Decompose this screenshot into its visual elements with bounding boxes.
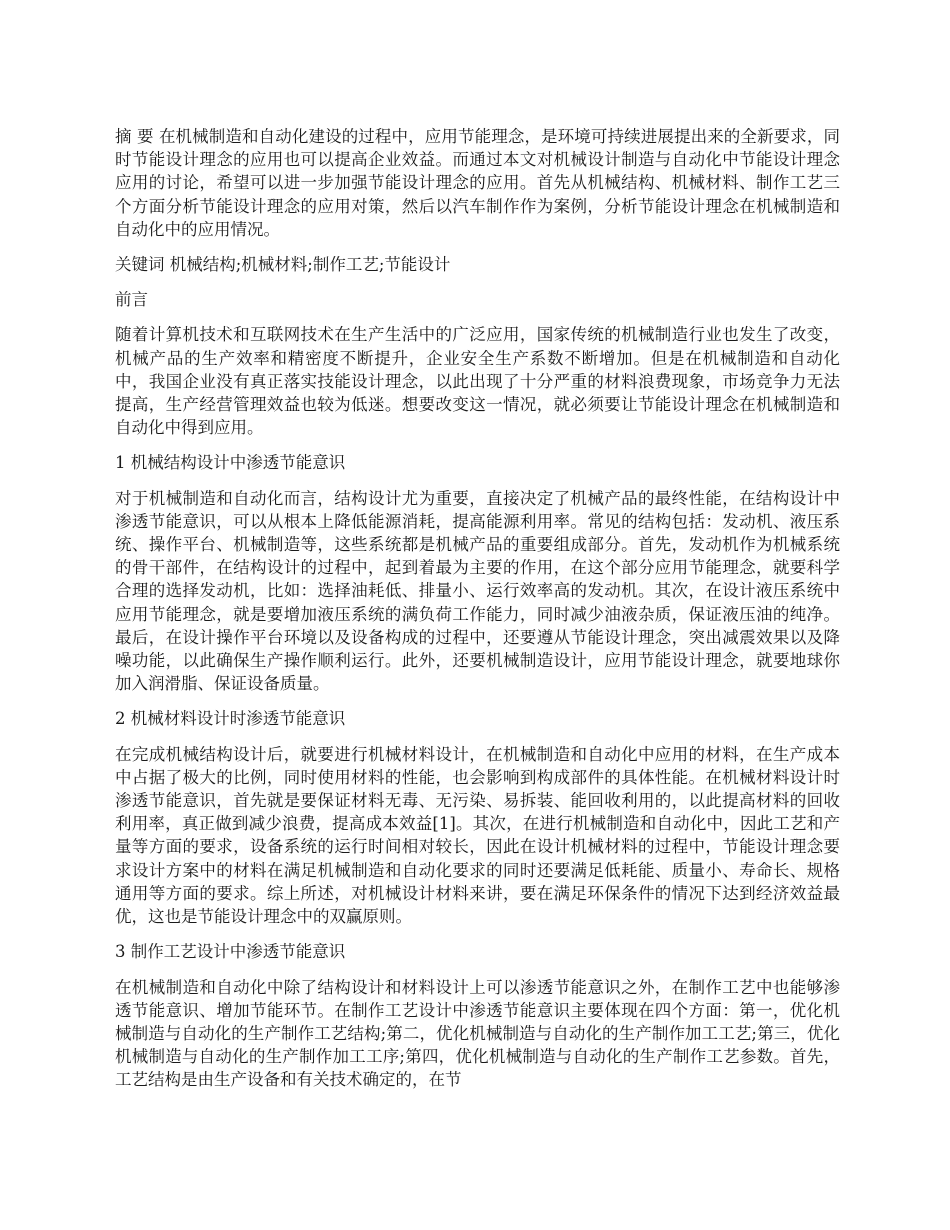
section-1-heading: 1 机械结构设计中渗透节能意识 — [115, 453, 346, 473]
section-2-heading: 2 机械材料设计时渗透节能意识 — [115, 709, 346, 729]
abstract-paragraph: 摘 要 在机械制造和自动化建设的过程中，应用节能理念，是环境可持续进展提出来的全新要求，同时节能设计理念的应用也可以提高企业效益。而通过本文对机械设计制造与自动化中节能设计理念应用的讨论，希望可以进一步加强节能设计理念的应用。首先从机械结构、机械材料、制作工艺三个方面分析节能设计理念的应用对策，然后以汽车制作作为案例，分析节能设计理念在机械制造和自动化中的应用情况。 — [115, 127, 840, 239]
keywords-line: 关键词 机械结构;机械材料;制作工艺;节能设计 — [115, 255, 451, 275]
section-3-paragraph: 在机械制造和自动化中除了结构设计和材料设计上可以渗透节能意识之外，在制作工艺中也能够渗透节能意识、增加节能环节。在制作工艺设计中渗透节能意识主要体现在四个方面：第一，优化机械制造与自动化的生产制作工艺结构;第二，优化机械制造与自动化的生产制作加工工艺;第三，优化机械制造与自动化的生产制作加工工序;第四，优化机械制造与自动化的生产制作工艺参数。首先，工艺结构是由生产设备和有关技术确定的，在节 — [115, 977, 840, 1090]
section-2-paragraph: 在完成机械结构设计后，就要进行机械材料设计，在机械制造和自动化中应用的材料，在生产成本中占据了极大的比例，同时使用材料的性能，也会影响到构成部件的具体性能。在机械材料设计时渗透节能意识，首先就是要保证材料无毒、无污染、易拆装、能回收利用的，以此提高材料的回收利用率，真正做到减少浪费，提高成本效益[1]。其次，在进行机械制造和自动化中，因此工艺和产量等方面的要求，设备系统的运行时间相对较长，因此在设计机械材料的过程中，节能设计理念要求设计方案中的材料在满足机械制造和自动化要求的同时还要满足低耗能、质量小、寿命长、规格通用等方面的要求。综上所述，对机械设计材料来讲，要在满足环保条件的情况下达到经济效益最优，这也是节能设计理念中的双赢原则。 — [115, 744, 840, 927]
preface-paragraph: 随着计算机技术和互联网技术在生产生活中的广泛应用，国家传统的机械制造行业也发生了改变，机械产品的生产效率和精密度不断提升，企业安全生产系数不断增加。但是在机械制造和自动化中，我国企业没有真正落实技能设计理念，以此出现了十分严重的材料浪费现象，市场竞争力无法提高，生产经营管理效益也较为低迷。想要改变这一情况，就必须要让节能设计理念在机械制造和自动化中得到应用。 — [115, 325, 840, 438]
section-3-heading: 3 制作工艺设计中渗透节能意识 — [115, 942, 346, 962]
preface-heading: 前言 — [115, 290, 148, 310]
document-body — [115, 125, 840, 1104]
section-1-paragraph: 对于机械制造和自动化而言，结构设计尤为重要，直接决定了机械产品的最终性能，在结构设计中渗透节能意识，可以从根本上降低能源消耗，提高能源利用率。常见的结构包括：发动机、液压系统、操作平台、机械制造等，这些系统都是机械产品的重要组成部分。首先，发动机作为机械系统的骨干部件，在结构设计的过程中，起到着最为主要的作用，在这个部分应用节能理念，就要科学合理的选择发动机，比如：选择油耗低、排量小、运行效率高的发动机。其次，在设计液压系统中应用节能理念，就是要增加液压系统的满负荷工作能力，同时减少油液杂质，保证液压油的纯净。最后，在设计操作平台环境以及设备构成的过程中，还要遵从节能设计理念，突出减震效果以及降噪功能，以此确保生产操作顺利运行。此外，还要机械制造设计，应用节能设计理念，就要地球你加入润滑脂、保证设备质量。 — [115, 488, 840, 694]
